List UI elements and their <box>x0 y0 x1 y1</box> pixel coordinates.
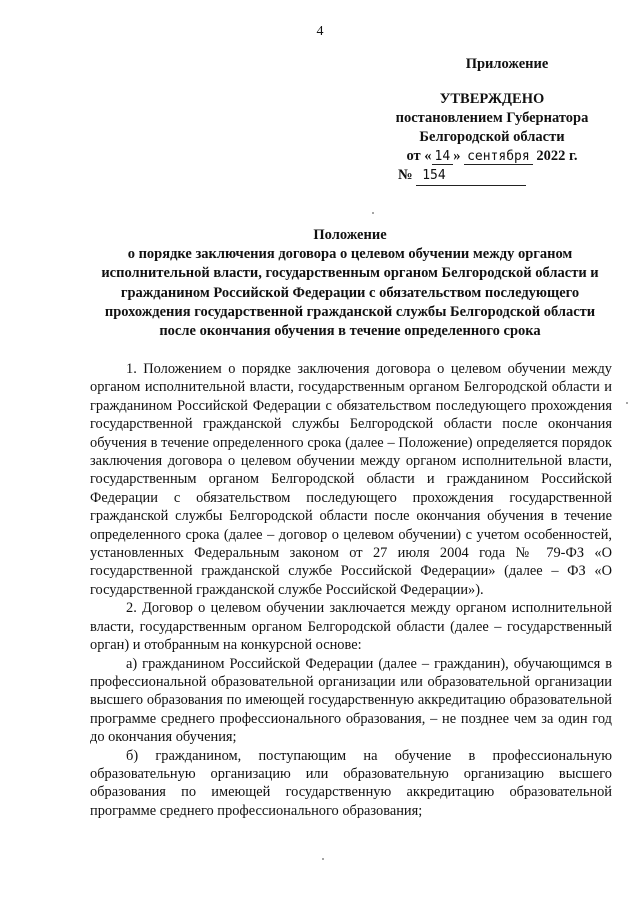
approval-stamp <box>372 55 612 186</box>
scan-speck <box>372 212 374 214</box>
paragraph-2: 2. Договор о целевом обучении заключается между органом исполнительной власти, государственным органом Белгородской области (далее – государственный орган) и отобранным на конкурсной основе: <box>90 600 612 654</box>
date-mid: » <box>453 148 461 164</box>
approval-number <box>372 166 612 186</box>
number-value: 154 <box>416 166 526 186</box>
scan-speck <box>322 858 324 860</box>
approval-line-2: Белгородской области <box>419 129 565 145</box>
document-body <box>90 360 612 820</box>
scan-speck <box>626 402 628 404</box>
document-title <box>90 226 610 341</box>
date-year: 2022 г. <box>536 148 578 164</box>
date-month: сентября <box>464 149 533 165</box>
number-prefix: № <box>398 167 413 183</box>
paragraph-2a: а) гражданином Российской Федерации (далее – гражданин), обучающимся в профессиональной образовательной организации или образовательной организации высшего образования по имеющей государственную аккредитацию образовательной программе среднего профессионального образования, – не позднее чем за один год до окончания обучения; <box>90 655 612 746</box>
paragraph-1: 1. Положением о порядке заключения договора о целевом обучении между органом исполнительной власти, государственным органом Белгородской области и гражданином Российской Федерации с обязательством последующего прохождения государственной гражданской службы Белгородской области после окончания обучения в течение определенного срока (далее – Положение) определяется порядок заключения договора о целевом обучении между органом исполнительной власти, государственным органом Белгородской области и гражданином Российской Федерации с обязательством последующего прохождения государственной гражданской службы Белгородской области после окончания обучения в течение определенного срока (далее – договор о целевом обучении) с учетом особенностей, установленных Федеральным законом от 27 июля 2004 года № 79-ФЗ «О государственной гражданской службе Российской Федерации» (далее – ФЗ «О государственной гражданской службе Российской Федерации»). <box>90 361 612 598</box>
date-day: 14 <box>432 149 454 165</box>
approval-date <box>372 147 612 166</box>
page-number: 4 <box>316 24 324 39</box>
appendix-label: Приложение <box>465 56 549 72</box>
approval-line-1: постановлением Губернатора <box>395 110 589 126</box>
title-subtitle: о порядке заключения договора о целевом обучении между органом исполнительной власти, государственным органом Белгородской области и гражданином Российской Федерации с обязательством последующего прохождения государственной гражданской службы Белгородской области после окончания обучения в течение определенного срока <box>101 246 599 340</box>
date-prefix: от « <box>406 148 432 164</box>
paragraph-2b: б) гражданином, поступающим на обучение в профессиональную образовательную организацию или образовательную организацию высшего образования по имеющей государственную аккредитацию образовательной программе среднего профессионального образования; <box>90 747 612 819</box>
title-heading: Положение <box>313 227 387 243</box>
approved-label: УТВЕРЖДЕНО <box>439 91 545 107</box>
